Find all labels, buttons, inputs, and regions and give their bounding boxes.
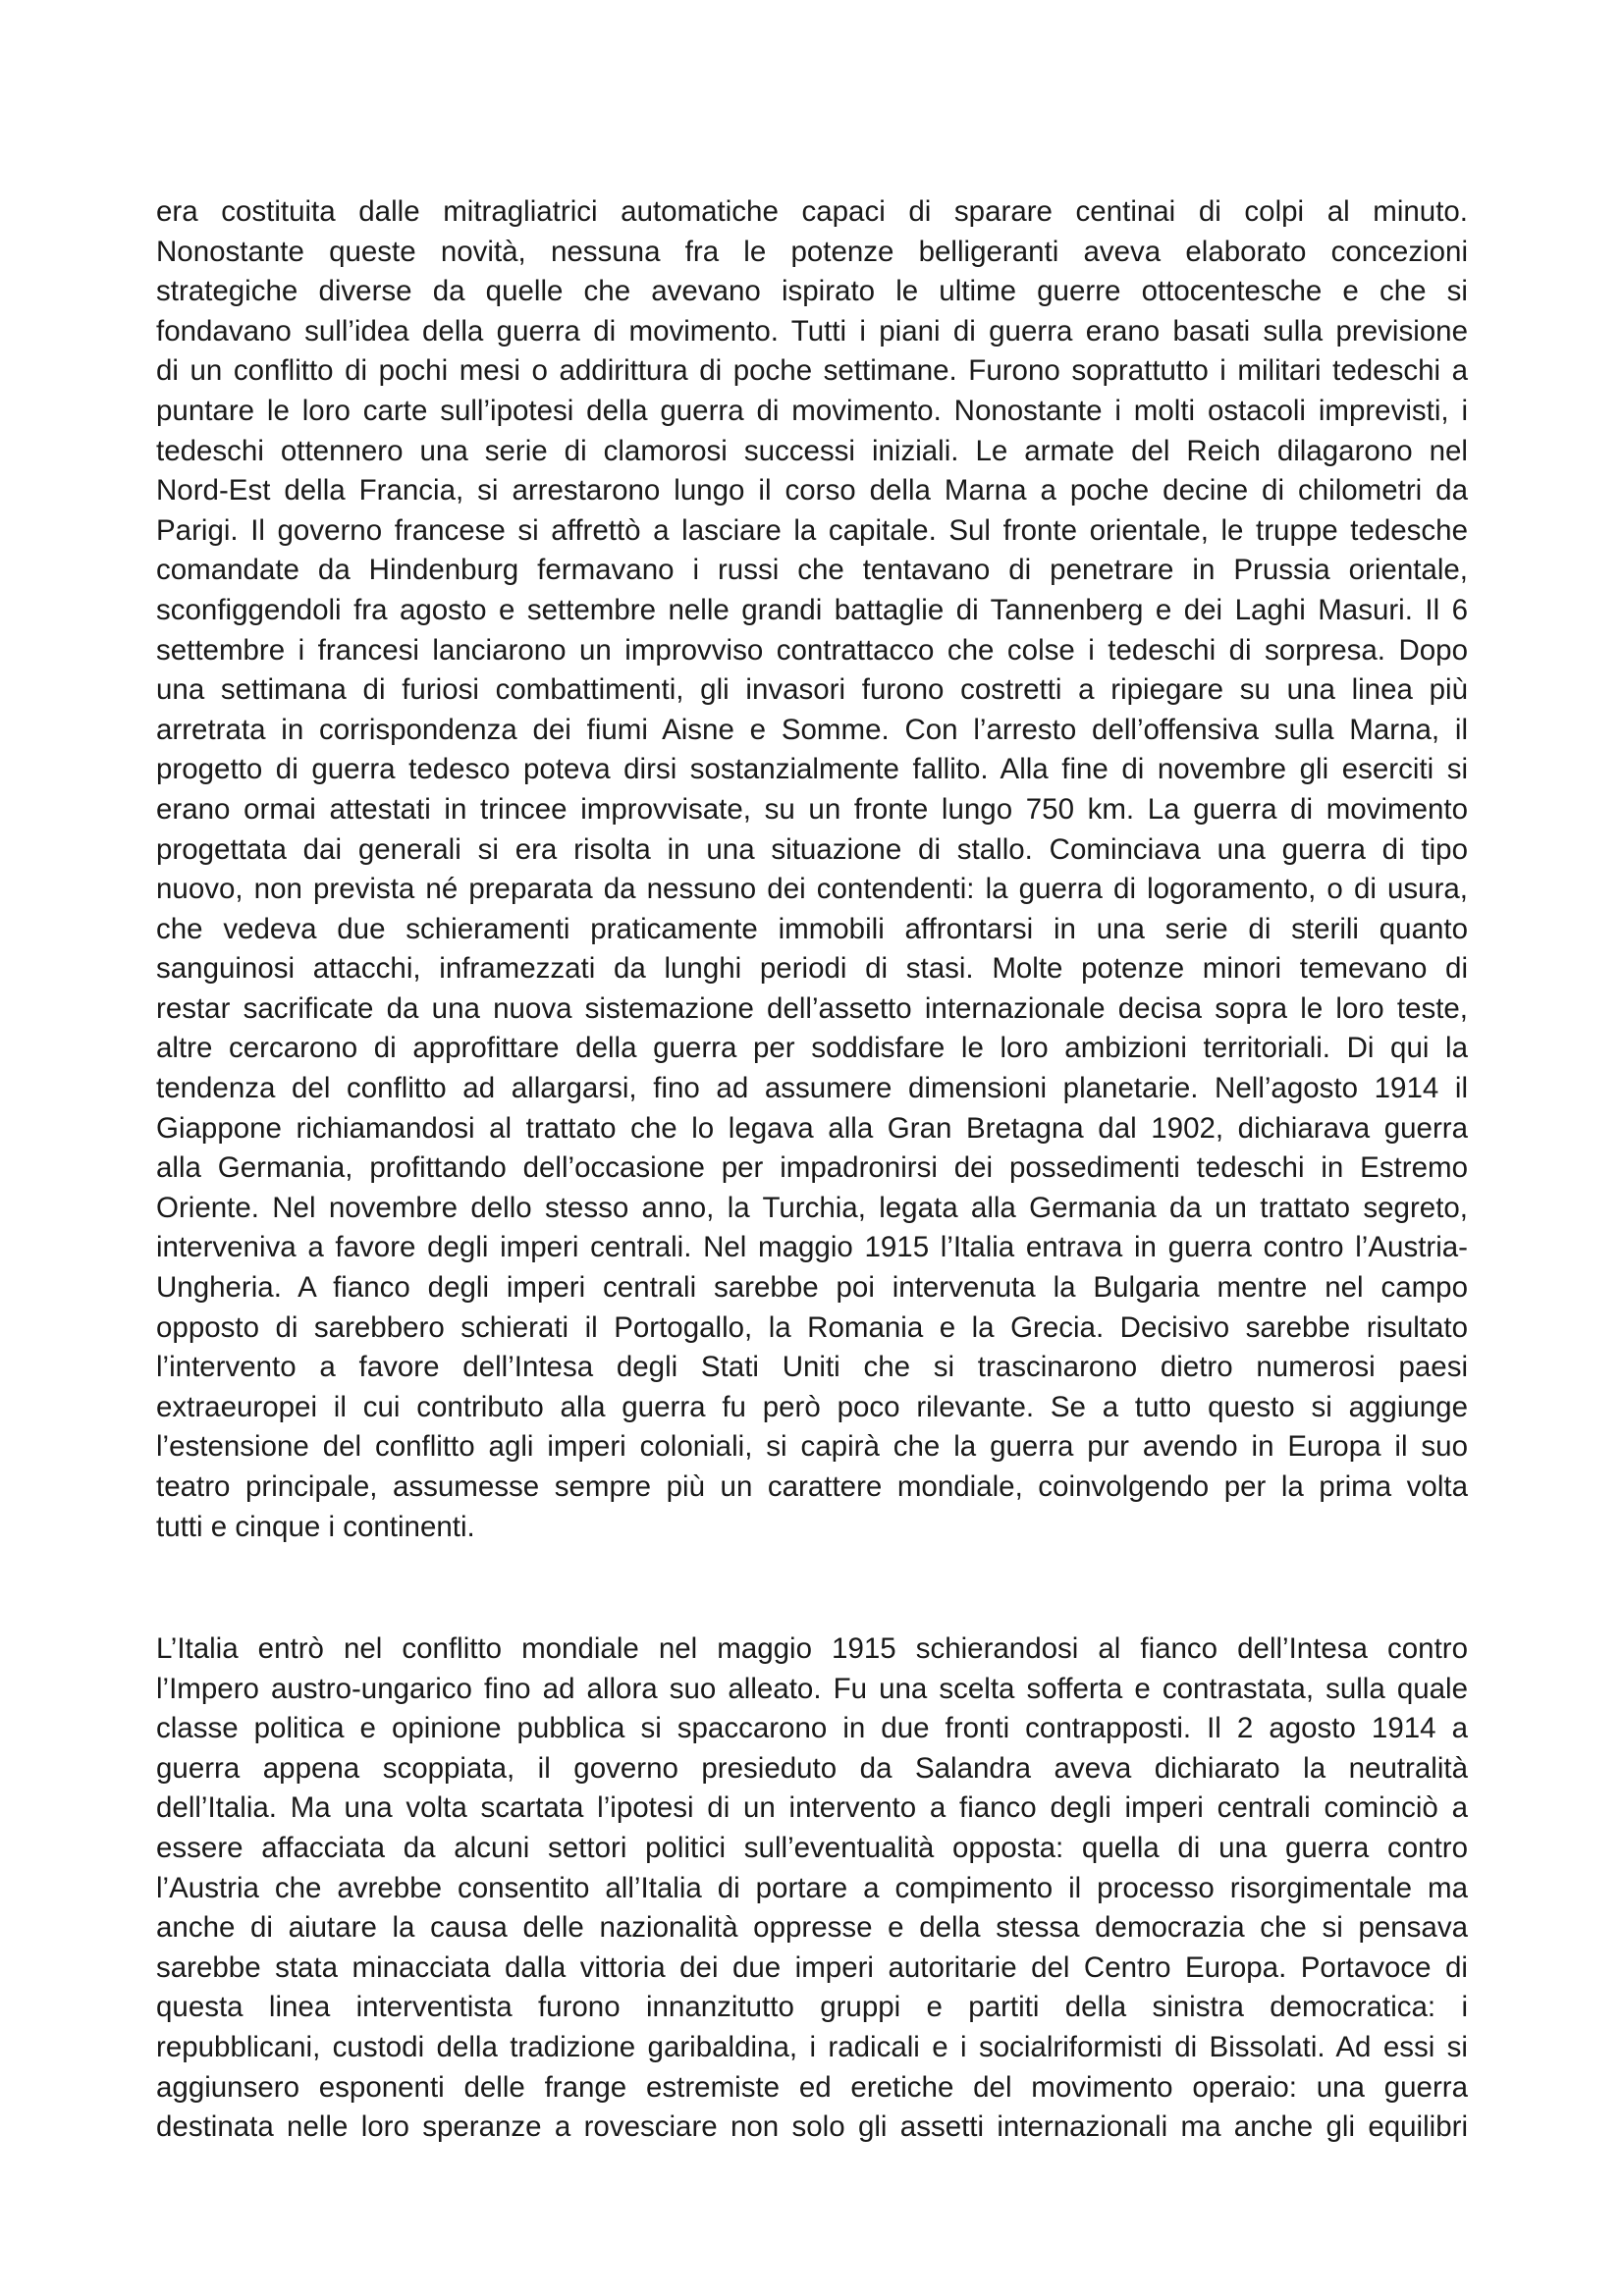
text-line: extraeuropei il cui contributo alla guerra fu però poco rilevante. Se a tutto questo si aggiunge bbox=[156, 1390, 1468, 1423]
text-line: strategiche diverse da quelle che avevano ispirato le ultime guerre ottocentesche e che si bbox=[156, 275, 1468, 308]
text-line: sconfiggendoli fra agosto e settembre nelle grandi battaglie di Tannenberg e dei Laghi Masuri. Il 6 bbox=[156, 593, 1468, 626]
text-line: opposto di sarebbero schierati il Portogallo, la Romania e la Grecia. Decisivo sarebbe risultato bbox=[156, 1310, 1468, 1344]
text-line: arretrata in corrispondenza dei fiumi Aisne e Somme. Con l’arresto dell’offensiva sulla Marna, il bbox=[156, 713, 1468, 746]
paragraph-italy-intervention bbox=[156, 1629, 1468, 2148]
text-line: tendenza del conflitto ad allargarsi, fino ad assumere dimensioni planetarie. Nell’agosto 1914 il bbox=[156, 1072, 1468, 1105]
text-line: Giappone richiamandosi al trattato che lo legava alla Gran Bretagna dal 1902, dichiarava guerra bbox=[156, 1111, 1468, 1145]
text-line: repubblicani, custodi della tradizione garibaldina, i radicali e i socialriformisti di Bissolati. Ad essi si bbox=[156, 2030, 1468, 2063]
text-line: guerra appena scoppiata, il governo presieduto da Salandra aveva dichiarato la neutralità bbox=[156, 1751, 1468, 1785]
text-line: classe politica e opinione pubblica si spaccarono in due fronti contrapposti. Il 2 agosto 1914 a bbox=[156, 1712, 1468, 1745]
text-line: comandate da Hindenburg fermavano i russi che tentavano di penetrare in Prussia orientale, bbox=[156, 554, 1468, 587]
text-line: fondavano sull’idea della guerra di movimento. Tutti i piani di guerra erano basati sulla previsione bbox=[156, 314, 1468, 347]
text-line: tutti e cinque i continenti. bbox=[156, 1510, 475, 1543]
text-line: l’estensione del conflitto agli imperi coloniali, si capirà che la guerra pur avendo in Europa il suo bbox=[156, 1430, 1468, 1464]
text-line: l’Austria che avrebbe consentito all’Italia di portare a compimento il processo risorgimentale ma bbox=[156, 1871, 1468, 1904]
text-line: l’Impero austro-ungarico fino ad allora suo alleato. Fu una scelta sofferta e contrastata, sulla quale bbox=[156, 1672, 1468, 1705]
text-line: tedeschi ottennero una serie di clamorosi successi iniziali. Le armate del Reich dilagarono nel bbox=[156, 434, 1468, 467]
paragraph-world-war-expansion bbox=[156, 192, 1468, 1547]
text-line: Nonostante queste novità, nessuna fra le potenze belligeranti aveva elaborato concezioni bbox=[156, 235, 1468, 268]
text-line: l’intervento a favore dell’Intesa degli Stati Uniti che si trascinarono dietro numerosi paesi bbox=[156, 1351, 1468, 1384]
text-line: Ungheria. A fianco degli imperi centrali sarebbe poi intervenuta la Bulgaria mentre nel campo bbox=[156, 1271, 1468, 1305]
text-line: erano ormai attestati in trincee improvvisate, su un fronte lungo 750 km. La guerra di movimento bbox=[156, 792, 1468, 826]
text-line: che vedeva due schieramenti praticamente immobili affrontarsi in una serie di sterili quanto bbox=[156, 912, 1468, 945]
text-line: di un conflitto di pochi mesi o addirittura di poche settimane. Furono soprattutto i militari tedeschi a bbox=[156, 354, 1468, 388]
text-line: sanguinosi attacchi, inframezzati da lunghi periodi di stasi. Molte potenze minori temevano di bbox=[156, 952, 1468, 986]
text-line: Parigi. Il governo francese si affrettò a lasciare la capitale. Sul fronte orientale, le truppe tedesche bbox=[156, 513, 1468, 547]
text-line: Oriente. Nel novembre dello stesso anno, la Turchia, legata alla Germania da un trattato segreto, bbox=[156, 1191, 1468, 1224]
text-line: era costituita dalle mitragliatrici automatiche capaci di sparare centinai di colpi al minuto. bbox=[156, 195, 1468, 228]
text-line: L’Italia entrò nel conflitto mondiale nel maggio 1915 schierandosi al fianco dell’Intesa contro bbox=[156, 1632, 1468, 1665]
text-line: una settimana di furiosi combattimenti, gli invasori furono costretti a ripiegare su una linea più bbox=[156, 673, 1468, 707]
text-line: progettata dai generali si era risolta in una situazione di stallo. Cominciava una guerra di tipo bbox=[156, 832, 1468, 866]
text-line: dell’Italia. Ma una volta scartata l’ipotesi di un intervento a fianco degli imperi centrali cominciò a bbox=[156, 1791, 1468, 1825]
text-line: destinata nelle loro speranze a rovesciare non solo gli assetti internazionali ma anche gli equilibri bbox=[156, 2110, 1468, 2144]
text-line: settembre i francesi lanciarono un improvviso contrattacco che colse i tedeschi di sorpresa. Dopo bbox=[156, 633, 1468, 667]
text-line: alla Germania, profittando dell’occasione per impadronirsi dei possedimenti tedeschi in Estremo bbox=[156, 1151, 1468, 1185]
text-line: restar sacrificate da una nuova sistemazione dell’assetto internazionale decisa sopra le loro teste, bbox=[156, 991, 1468, 1025]
text-line: essere affacciata da alcuni settori politici sull’eventualità opposta: quella di una guerra contro bbox=[156, 1831, 1468, 1864]
text-line: teatro principale, assumesse sempre più un carattere mondiale, coinvolgendo per la prima volta bbox=[156, 1470, 1468, 1503]
text-line: aggiunsero esponenti delle frange estremiste ed eretiche del movimento operaio: una guerra bbox=[156, 2070, 1468, 2104]
text-line: sarebbe stata minacciata dalla vittoria dei due imperi autoritarie del Centro Europa. Portavoce di bbox=[156, 1950, 1468, 1984]
text-line: nuovo, non prevista né preparata da nessuno dei contendenti: la guerra di logoramento, o di usura, bbox=[156, 873, 1468, 906]
text-line: questa linea interventista furono innanzitutto gruppi e partiti della sinistra democratica: i bbox=[156, 1991, 1468, 2024]
text-line: altre cercarono di approfittare della guerra per soddisfare le loro ambizioni territoriali. Di qui la bbox=[156, 1032, 1468, 1065]
text-line: puntare le loro carte sull’ipotesi della guerra di movimento. Nonostante i molti ostacoli imprevisti, i bbox=[156, 394, 1468, 427]
text-line: Nord-Est della Francia, si arrestarono lungo il corso della Marna a poche decine di chilometri da bbox=[156, 474, 1468, 507]
text-line: progetto di guerra tedesco poteva dirsi sostanzialmente fallito. Alla fine di novembre gli eserciti si bbox=[156, 753, 1468, 786]
text-line: anche di aiutare la causa delle nazionalità oppresse e della stessa democrazia che si pensava bbox=[156, 1911, 1468, 1945]
text-line: interveniva a favore degli imperi centrali. Nel maggio 1915 l’Italia entrava in guerra contro l’Austria- bbox=[156, 1231, 1468, 1264]
